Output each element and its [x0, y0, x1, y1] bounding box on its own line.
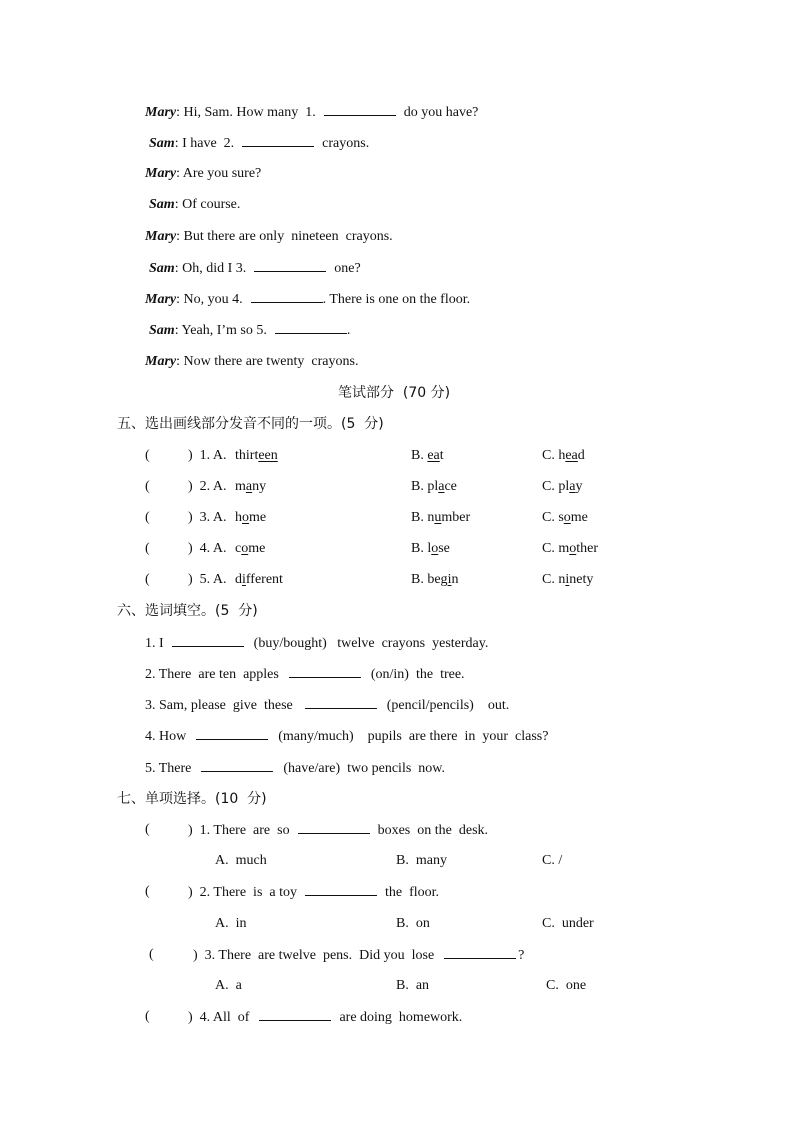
- answer-blank[interactable]: [251, 290, 323, 303]
- fill-item: 5. There (have/are) two pencils now.: [145, 761, 445, 776]
- dialogue-text: : Now there are twenty crayons.: [176, 354, 359, 369]
- speaker-name: Mary: [145, 229, 177, 244]
- option-c: C. head: [542, 448, 585, 463]
- speaker-name: Sam: [149, 323, 175, 338]
- mc-option-b[interactable]: B. many: [396, 853, 447, 868]
- mc-option-a[interactable]: A. much: [215, 853, 267, 868]
- option-b: B. place: [411, 479, 457, 494]
- fill-item: 4. How (many/much) pupils are there in your class?: [145, 729, 549, 744]
- speaker-name: Sam: [149, 261, 175, 276]
- mc-option-c[interactable]: C. one: [546, 978, 587, 993]
- dialogue-line: [149, 321, 350, 340]
- mc-question: ) 3. There are twelve pens. Did you lose ?: [193, 948, 525, 963]
- answer-paren[interactable]: (: [145, 1009, 150, 1024]
- dialogue-text: do you have?: [403, 105, 479, 120]
- written-part-header: 笔试部分 (70 分): [338, 385, 451, 401]
- answer-paren[interactable]: (: [145, 822, 150, 837]
- question-number: ) 1. A.: [188, 448, 227, 463]
- speaker-name: Mary: [145, 354, 177, 369]
- answer-blank[interactable]: [172, 634, 244, 647]
- option-b: B. lose: [411, 541, 450, 556]
- dialogue-text: .: [346, 323, 351, 338]
- answer-blank[interactable]: [275, 321, 347, 334]
- option-b: B. begin: [411, 572, 459, 587]
- dialogue-text: : Oh, did I 3.: [174, 261, 247, 276]
- mc-option-a[interactable]: A. a: [215, 978, 242, 993]
- option-a: thirteen: [235, 448, 278, 463]
- answer-blank[interactable]: [305, 883, 377, 896]
- fill-item: 2. There are ten apples (on/in) the tree.: [145, 667, 465, 682]
- answer-blank[interactable]: [259, 1008, 331, 1021]
- option-c: C. some: [542, 510, 588, 525]
- option-c: C. play: [542, 479, 583, 494]
- dialogue-text: : I have 2.: [174, 136, 235, 151]
- mc-option-b[interactable]: B. an: [396, 978, 430, 993]
- answer-blank[interactable]: [444, 946, 516, 959]
- dialogue-line: [145, 353, 358, 371]
- dialogue-line: [149, 259, 361, 278]
- mc-option-c[interactable]: C. under: [542, 916, 594, 931]
- speaker-name: Sam: [149, 197, 175, 212]
- question-number: ) 5. A.: [188, 572, 227, 587]
- dialogue-text: one?: [334, 261, 361, 276]
- answer-blank[interactable]: [196, 727, 268, 740]
- option-c: C. ninety: [542, 572, 594, 587]
- option-c: C. mother: [542, 541, 598, 556]
- answer-blank[interactable]: [298, 821, 370, 834]
- dialogue-text: : Yeah, I’m so 5.: [174, 323, 267, 338]
- answer-blank[interactable]: [254, 259, 326, 272]
- answer-paren[interactable]: (: [149, 947, 154, 962]
- answer-paren[interactable]: (: [145, 541, 150, 556]
- fill-item: 3. Sam, please give these (pencil/pencils) out.: [145, 698, 510, 713]
- mc-question: ) 1. There are so boxes on the desk.: [188, 823, 489, 838]
- speaker-name: Mary: [145, 292, 177, 307]
- dialogue-text: crayons.: [322, 136, 370, 151]
- dialogue-line: [145, 165, 261, 183]
- answer-blank[interactable]: [324, 103, 396, 116]
- answer-paren[interactable]: (: [145, 510, 150, 525]
- option-a: home: [235, 510, 267, 525]
- section-title: 七、单项选择。(10 分): [117, 791, 267, 807]
- question-number: ) 4. A.: [188, 541, 227, 556]
- dialogue-text: : Hi, Sam. How many 1.: [176, 105, 316, 120]
- answer-blank[interactable]: [289, 665, 361, 678]
- fill-item: 1. I (buy/bought) twelve crayons yesterday.: [145, 636, 489, 651]
- dialogue-line: [149, 196, 240, 214]
- dialogue-line: [145, 290, 470, 309]
- speaker-name: Mary: [145, 166, 177, 181]
- mc-question: ) 4. All of are doing homework.: [188, 1010, 463, 1025]
- answer-paren[interactable]: (: [145, 884, 150, 899]
- question-number: ) 3. A.: [188, 510, 227, 525]
- answer-paren[interactable]: (: [145, 572, 150, 587]
- answer-paren[interactable]: (: [145, 479, 150, 494]
- answer-paren[interactable]: (: [145, 448, 150, 463]
- speaker-name: Sam: [149, 136, 175, 151]
- dialogue-line: [145, 228, 393, 246]
- dialogue-line: [149, 134, 369, 153]
- speaker-name: Mary: [145, 105, 177, 120]
- section-title: 五、选出画线部分发音不同的一项。(5 分): [117, 416, 384, 432]
- mc-option-a[interactable]: A. in: [215, 916, 247, 931]
- mc-option-c[interactable]: C. /: [542, 853, 563, 868]
- dialogue-text: : But there are only nineteen crayons.: [176, 229, 393, 244]
- mc-question: ) 2. There is a toy the floor.: [188, 885, 440, 900]
- answer-blank[interactable]: [305, 696, 377, 709]
- mc-option-b[interactable]: B. on: [396, 916, 430, 931]
- question-number: ) 2. A.: [188, 479, 227, 494]
- dialogue-text: . There is one on the floor.: [322, 292, 471, 307]
- option-b: B. number: [411, 510, 471, 525]
- answer-blank[interactable]: [242, 134, 314, 147]
- answer-blank[interactable]: [201, 759, 273, 772]
- dialogue-line: [145, 103, 478, 122]
- dialogue-text: : Of course.: [174, 197, 241, 212]
- dialogue-text: : No, you 4.: [176, 292, 243, 307]
- option-b: B. eat: [411, 448, 444, 463]
- section-title: 六、选词填空。(5 分): [117, 603, 258, 619]
- option-a: different: [235, 572, 283, 587]
- option-a: many: [235, 479, 267, 494]
- dialogue-text: : Are you sure?: [176, 166, 262, 181]
- option-a: come: [235, 541, 266, 556]
